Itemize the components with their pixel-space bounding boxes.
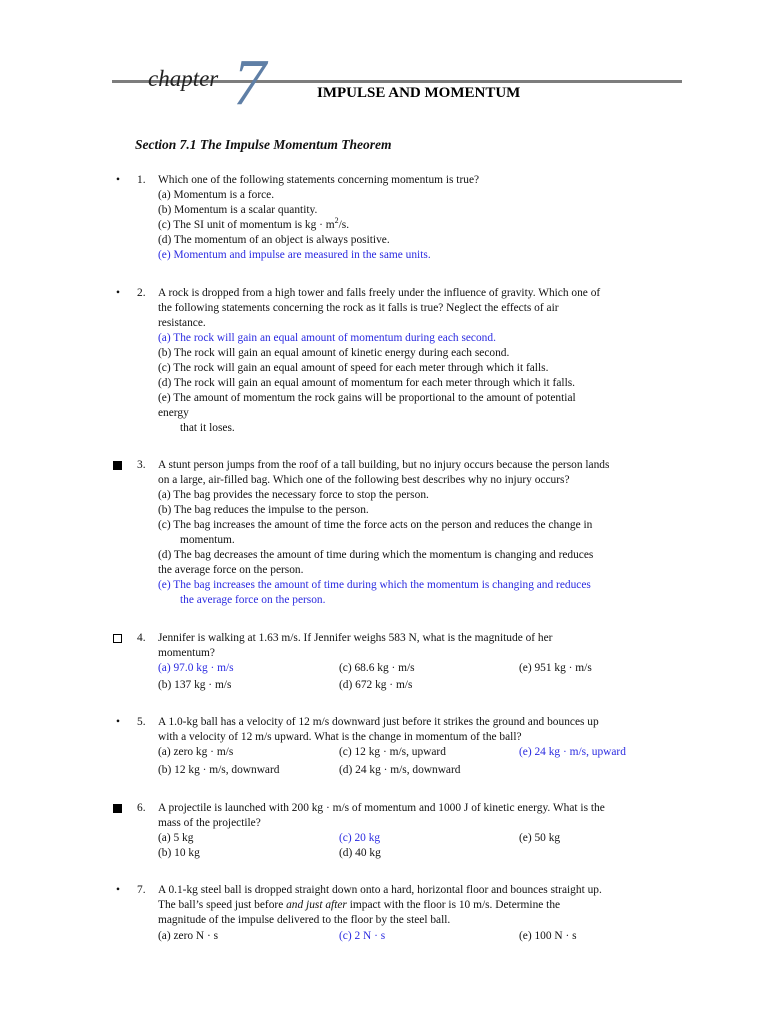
- option-c-line-2: momentum.: [180, 534, 235, 546]
- option-c: (c) The rock will gain an equal amount of speed for each meter through which it falls.: [158, 362, 549, 374]
- question-number: 2.: [137, 287, 146, 299]
- filled-square-icon: [113, 458, 123, 470]
- option-b: (b) The bag reduces the impulse to the person.: [158, 504, 369, 516]
- option-b: (b) 12 kg · m/s, downward: [158, 764, 280, 776]
- question-stem-line-2: momentum?: [158, 647, 215, 659]
- option-a-answer: (a) The rock will gain an equal amount of momentum during each second.: [158, 332, 496, 344]
- question-stem-line-2: mass of the projectile?: [158, 817, 261, 829]
- section-title: Section 7.1 The Impulse Momentum Theorem: [135, 137, 392, 152]
- option-e-line-2: energy: [158, 407, 189, 419]
- question-bullet: [113, 173, 123, 188]
- question-number: 6.: [137, 802, 146, 814]
- option-a: (a) The bag provides the necessary force to stop the person.: [158, 489, 429, 501]
- question-number: 5.: [137, 716, 146, 728]
- option-d: (d) The bag decreases the amount of time during which the momentum is changing and reduces: [158, 549, 594, 561]
- option-c: [158, 218, 349, 233]
- option-c: (c) The bag increases the amount of time the force acts on the person and reduces the change in: [158, 519, 593, 531]
- question-bullet: [113, 715, 123, 730]
- question-stem-line-1: A 0.1-kg steel ball is dropped straight down onto a hard, horizontal floor and bounces straight up.: [158, 884, 602, 896]
- empty-square-icon: [113, 631, 123, 643]
- question-number: 3.: [137, 459, 146, 471]
- option-b: (b) The rock will gain an equal amount of kinetic energy during each second.: [158, 347, 510, 359]
- chapter-word: chapter: [148, 66, 219, 91]
- option-c-answer: (c) 2 N · s: [339, 930, 386, 942]
- option-c: (c) 12 kg · m/s, upward: [339, 746, 446, 758]
- chapter-number: 7: [233, 46, 266, 119]
- option-a: (a) zero N · s: [158, 930, 219, 942]
- question-stem-line-1: A 1.0-kg ball has a velocity of 12 m/s downward just before it strikes the ground and bounces up: [158, 716, 599, 728]
- option-a: (a) Momentum is a force.: [158, 189, 275, 201]
- option-e-answer-line-2: the average force on the person.: [180, 594, 326, 606]
- option-e: (e) 100 N · s: [519, 930, 577, 942]
- option-d: (d) 40 kg: [339, 847, 381, 859]
- option-c-answer: (c) 20 kg: [339, 832, 381, 844]
- option-a-answer: (a) 97.0 kg · m/s: [158, 662, 234, 674]
- option-c-tail: /s.: [338, 219, 350, 231]
- question-number: 7.: [137, 884, 146, 896]
- option-d: (d) The momentum of an object is always positive.: [158, 234, 390, 246]
- stem-text: The ball’s speed just before: [158, 899, 287, 911]
- stem-text-tail: impact with the floor is 10 m/s. Determine the: [346, 899, 561, 911]
- question-bullet: [113, 883, 123, 898]
- question-number: 1.: [137, 174, 146, 186]
- question-number: 4.: [137, 632, 146, 644]
- question-stem: Which one of the following statements concerning momentum is true?: [158, 174, 480, 186]
- option-e: (e) 50 kg: [519, 832, 561, 844]
- option-e-line-3: that it loses.: [180, 422, 235, 434]
- option-a: (a) zero kg · m/s: [158, 746, 234, 758]
- option-d-line-2: the average force on the person.: [158, 564, 304, 576]
- option-b: (b) Momentum is a scalar quantity.: [158, 204, 318, 216]
- question-stem-line-2: on a large, air-filled bag. Which one of the following best describes why no injury occurs?: [158, 474, 570, 486]
- option-e: (e) 951 kg · m/s: [519, 662, 592, 674]
- option-e-answer: (e) Momentum and impulse are measured in the same units.: [158, 249, 431, 261]
- option-b: (b) 10 kg: [158, 847, 200, 859]
- option-e-answer: (e) 24 kg · m/s, upward: [519, 746, 626, 758]
- option-d: (d) 24 kg · m/s, downward: [339, 764, 461, 776]
- question-stem-line-1: A projectile is launched with 200 kg · m/s of momentum and 1000 J of kinetic energy. What is the: [158, 802, 605, 814]
- question-bullet: [113, 286, 123, 301]
- question-stem-line-3: magnitude of the impulse delivered to the floor by the steel ball.: [158, 914, 451, 926]
- option-c: (c) 68.6 kg · m/s: [339, 662, 415, 674]
- option-e-answer: (e) The bag increases the amount of time during which the momentum is changing and reduces: [158, 579, 591, 591]
- option-d: (d) The rock will gain an equal amount of momentum for each meter through which it falls.: [158, 377, 576, 389]
- question-stem-line-2: with a velocity of 12 m/s upward. What is the change in momentum of the ball?: [158, 731, 522, 743]
- stem-emphasis: and just after: [286, 899, 347, 911]
- chapter-title: IMPULSE AND MOMENTUM: [317, 85, 521, 101]
- question-stem-line-1: A stunt person jumps from the roof of a tall building, but no injury occurs because the person lands: [158, 459, 610, 471]
- question-stem-line-1: A rock is dropped from a high tower and falls freely under the influence of gravity. Which one of: [158, 287, 601, 299]
- superscript: 2: [334, 216, 339, 226]
- option-d: (d) 672 kg · m/s: [339, 679, 413, 691]
- filled-square-icon: [113, 801, 123, 813]
- option-c-text: (c) The SI unit of momentum is kg · m: [158, 219, 335, 231]
- question-stem-line-1: Jennifer is walking at 1.63 m/s. If Jennifer weighs 583 N, what is the magnitude of her: [158, 632, 553, 644]
- question-stem-line-2: the following statements concerning the rock as it falls is true? Neglect the effects of air: [158, 302, 559, 314]
- question-stem-line-3: resistance.: [158, 317, 206, 329]
- option-a: (a) 5 kg: [158, 832, 194, 844]
- option-b: (b) 137 kg · m/s: [158, 679, 232, 691]
- option-e: (e) The amount of momentum the rock gains will be proportional to the amount of potential: [158, 392, 576, 404]
- question-stem-line-2: [158, 898, 560, 913]
